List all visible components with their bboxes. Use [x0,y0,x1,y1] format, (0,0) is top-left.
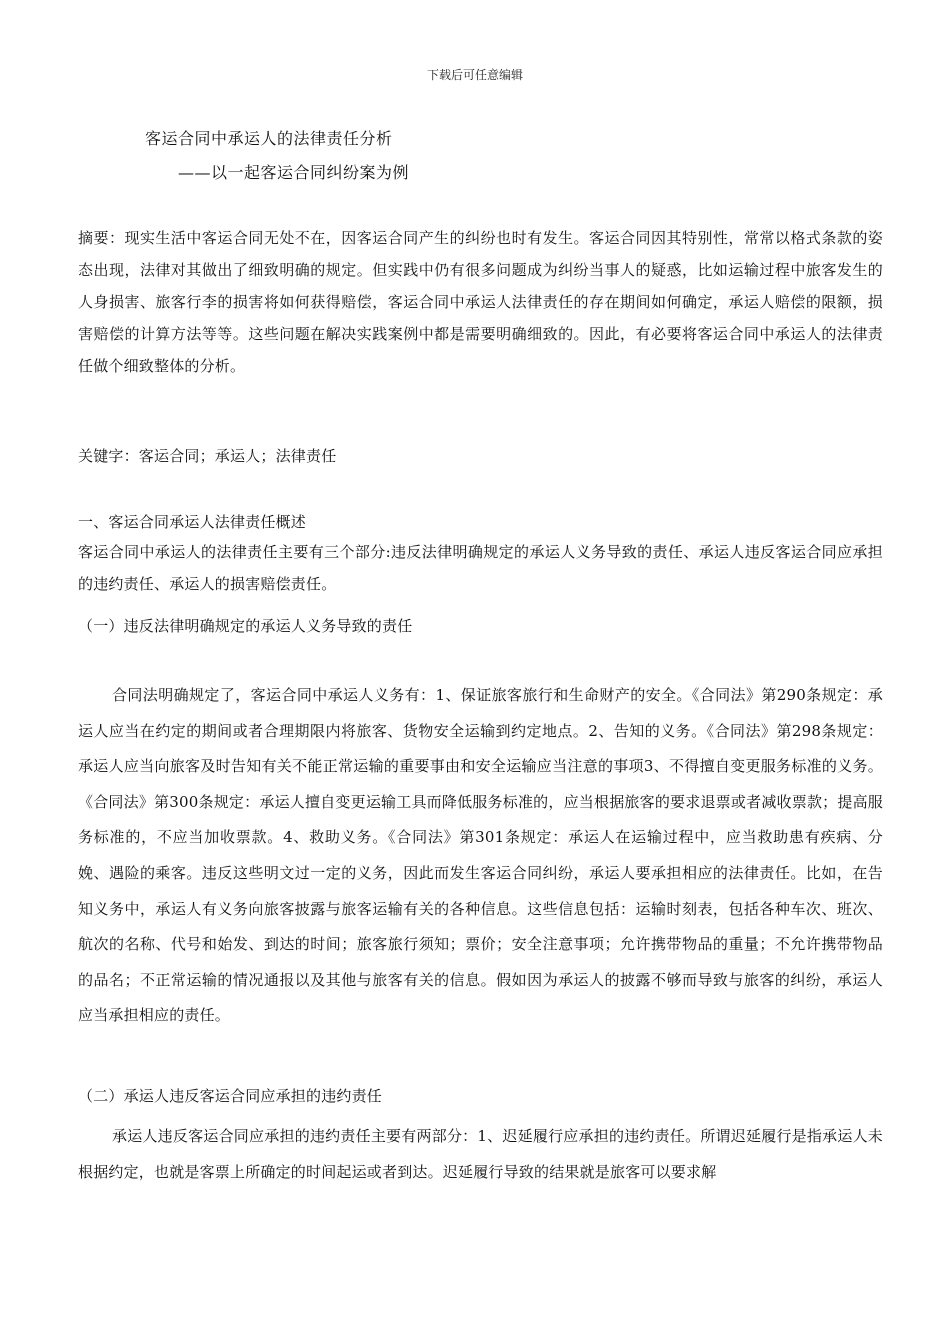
subsection-1-heading: （一）违反法律明确规定的承运人义务导致的责任 [78,617,413,635]
keywords-line: 关键字：客运合同；承运人；法律责任 [78,447,337,465]
section-1-heading: 一、客运合同承运人法律责任概述 [78,513,307,531]
document-subtitle: ——以一起客运合同纠纷案为例 [178,163,410,182]
section-1-text: 客运合同中承运人的法律责任主要有三个部分:违反法律明确规定的承运人义务导致的责任、承运人违反客运合同应承担的违约责任、承运人的损害赔偿责任。 [78,543,883,593]
abstract-paragraph: 摘要：现实生活中客运合同无处不在，因客运合同产生的纠纷也时有发生。客运合同因其特别性，常常以格式条款的姿态出现，法律对其做出了细致明确的规定。但实践中仍有很多问题成为纠纷当事人的疑惑，比如运输过程中旅客发生的人身损害、旅客行李的损害将如何获得赔偿，客运合同中承运人法律责任的存在期间如何确定，承运人赔偿的限额，损害赔偿的计算方法等等。这些问题在解决实践案例中都是需要明确细致的。因此，有必要将客运合同中承运人的法律责任做个细致整体的分析。 [78,229,883,375]
subsection-2-heading: （二）承运人违反客运合同应承担的违约责任 [78,1087,383,1105]
subsection-1-paragraph: 合同法明确规定了，客运合同中承运人义务有：1、保证旅客旅行和生命财产的安全。《合同法》第290条规定：承运人应当在约定的期间或者合理期限内将旅客、货物安全运输到约定地点。2、告知的义务。《合同法》第298条规定：承运人应当向旅客及时告知有关不能正常运输的重要事由和安全运输应当注意的事项3、不得擅自变更服务标准的义务。《合同法》第300条规定：承运人擅自变更运输工具而降低服务标准的，应当根据旅客的要求退票或者减收票款；提高服务标准的，不应当加收票款。4、救助义务。《合同法》第301条规定：承运人在运输过程中，应当救助患有疾病、分娩、遇险的乘客。违反这些明文过一定的义务，因此而发生客运合同纠纷，承运人要承担相应的法律责任。比如，在告知义务中，承运人有义务向旅客披露与旅客运输有关的各种信息。这些信息包括：运输时刻表，包括各种车次、班次、航次的名称、代号和始发、到达的时间；旅客旅行须知；票价；安全注意事项；允许携带物品的重量；不允许携带物品的品名；不正常运输的情况通报以及其他与旅客有关的信息。假如因为承运人的披露不够而导致与旅客的纠纷，承运人应当承担相应的责任。 [78,686,883,1025]
section-1 [78,508,883,600]
subsection-2-paragraph: 承运人违反客运合同应承担的违约责任主要有两部分：1、迟延履行应承担的违约责任。所谓迟延履行是指承运人未根据约定，也就是客票上所确定的时间起运或者到达。迟延履行导致的结果就是旅客可以要求解 [78,1127,883,1181]
document-title: 客运合同中承运人的法律责任分析 [145,129,393,148]
header-note: 下载后可任意编辑 [426,68,523,82]
